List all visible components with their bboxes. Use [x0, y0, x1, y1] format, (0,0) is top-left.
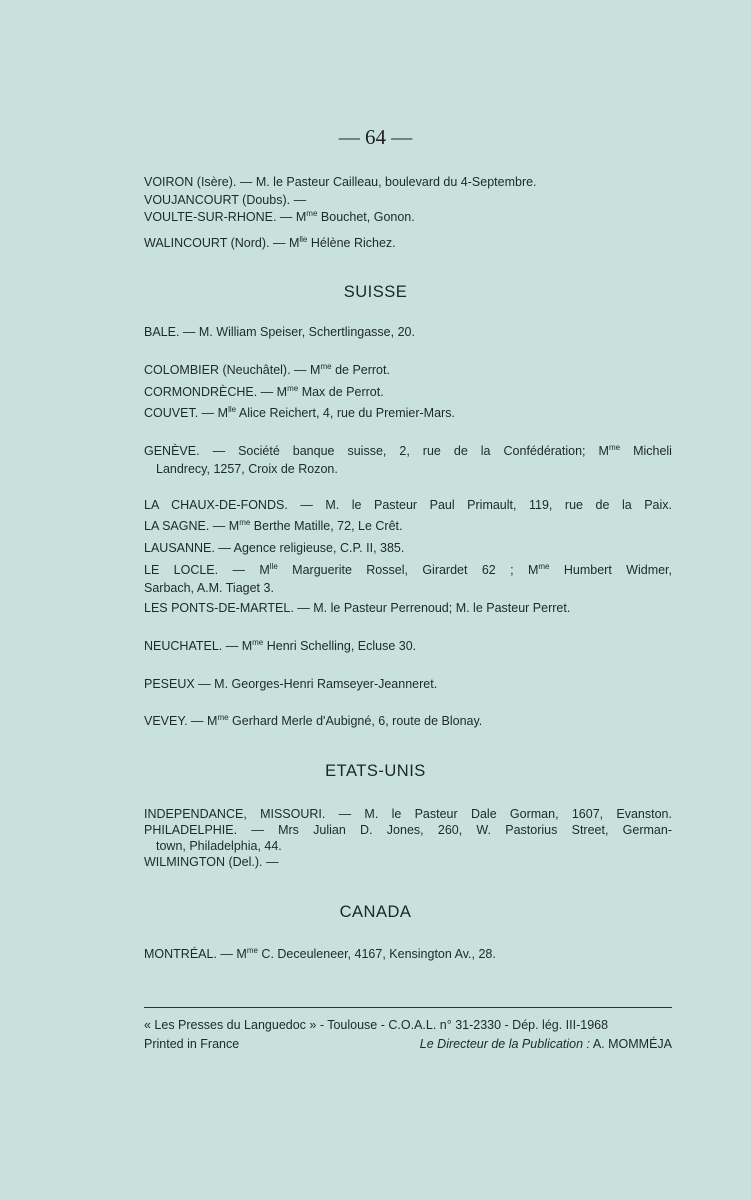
entry-wilmington: WILMINGTON (Del.). —	[144, 855, 279, 869]
entry-independance: INDEPENDANCE, MISSOURI. — M. le Pasteur Dale Gorman, 1607, Evanston.	[144, 807, 672, 821]
entry-bale: BALE. — M. William Speiser, Schertlingasse, 20.	[144, 325, 415, 339]
footer-printed: Printed in France	[144, 1037, 240, 1051]
entry-couvet: COUVET. — $M^{lle}$ Alice Reichert, 4, rue du Premier-Mars.	[144, 405, 455, 420]
entry-neuchatel: NEUCHATEL. — $M^{me}$ Henri Schelling, Ecluse 30.	[144, 638, 417, 653]
page-number: — 64 —	[338, 125, 413, 149]
footer-director: Le Directeur de la Publication : A. MOMMÉJA	[419, 1037, 672, 1051]
entry-voulte-sur-rhone: VOULTE-SUR-RHONE. — $M^{me}$ Bouchet, Gonon.	[144, 209, 415, 224]
entry-peseux: PESEUX — M. Georges-Henri Ramseyer-Jeanneret.	[144, 677, 438, 691]
section-heading-suisse: SUISSE	[343, 283, 408, 301]
entry-vevey: VEVEY. — $M^{me}$ Gerhard Merle d'Aubigné, 6, route de Blonay.	[144, 713, 483, 728]
entry-philadelphie: PHILADELPHIE. — Mrs Julian D. Jones, 260, W. Pastorius Street, German- town, Philadelphia, 44.	[144, 823, 672, 853]
entry-voujancourt: VOUJANCOURT (Doubs). —	[144, 193, 307, 207]
entry-la-chaux-de-fonds: LA CHAUX-DE-FONDS. — M. le Pasteur Paul Primault, 119, rue de la Paix.	[144, 498, 672, 512]
entry-colombier: COLOMBIER (Neuchâtel). — $M^{me}$ de Perrot.	[144, 362, 390, 377]
section-heading-etats-unis: ETATS-UNIS	[325, 762, 426, 780]
entry-geneve: GENÈVE. — Société banque suisse, 2, rue de la Confédération; $M^{me}$ Micheli Landrecy, 1257, Croix de Rozon.	[144, 443, 672, 476]
entry-le-locle: LE LOCLE. — $M^{lle}$ Marguerite Rossel, Girardet 62 ; $M^{me}$ Humbert Widmer, Sarbach, A.M. Tiaget 3.	[144, 562, 673, 595]
entry-walincourt: WALINCOURT (Nord). — $M^{lle}$ Hélène Richez.	[144, 235, 396, 250]
entry-la-sagne: LA SAGNE. — $M^{me}$ Berthe Matille, 72, Le Crêt.	[144, 518, 403, 533]
entry-lausanne: LAUSANNE. — Agence religieuse, C.P. II, 385.	[144, 541, 405, 555]
footer-imprint: « Les Presses du Languedoc » - Toulouse - C.O.A.L. n° 31-2330 - Dép. lég. III-1968	[144, 1018, 609, 1032]
entry-montreal: MONTRÉAL. — $M^{me}$ C. Deceuleneer, 4167, Kensington Av., 28.	[144, 946, 496, 961]
footer-line-2	[144, 1037, 672, 1055]
entry-les-ponts-de-martel: LES PONTS-DE-MARTEL. — M. le Pasteur Perrenoud; M. le Pasteur Perret.	[144, 601, 571, 615]
entry-voiron: VOIRON (Isère). — M. le Pasteur Cailleau, boulevard du 4-Septembre.	[144, 175, 537, 189]
entry-cormondreche: CORMONDRÈCHE. — $M^{me}$ Max de Perrot.	[144, 384, 384, 399]
section-heading-canada: CANADA	[339, 903, 412, 921]
footer-rule	[144, 1007, 672, 1008]
